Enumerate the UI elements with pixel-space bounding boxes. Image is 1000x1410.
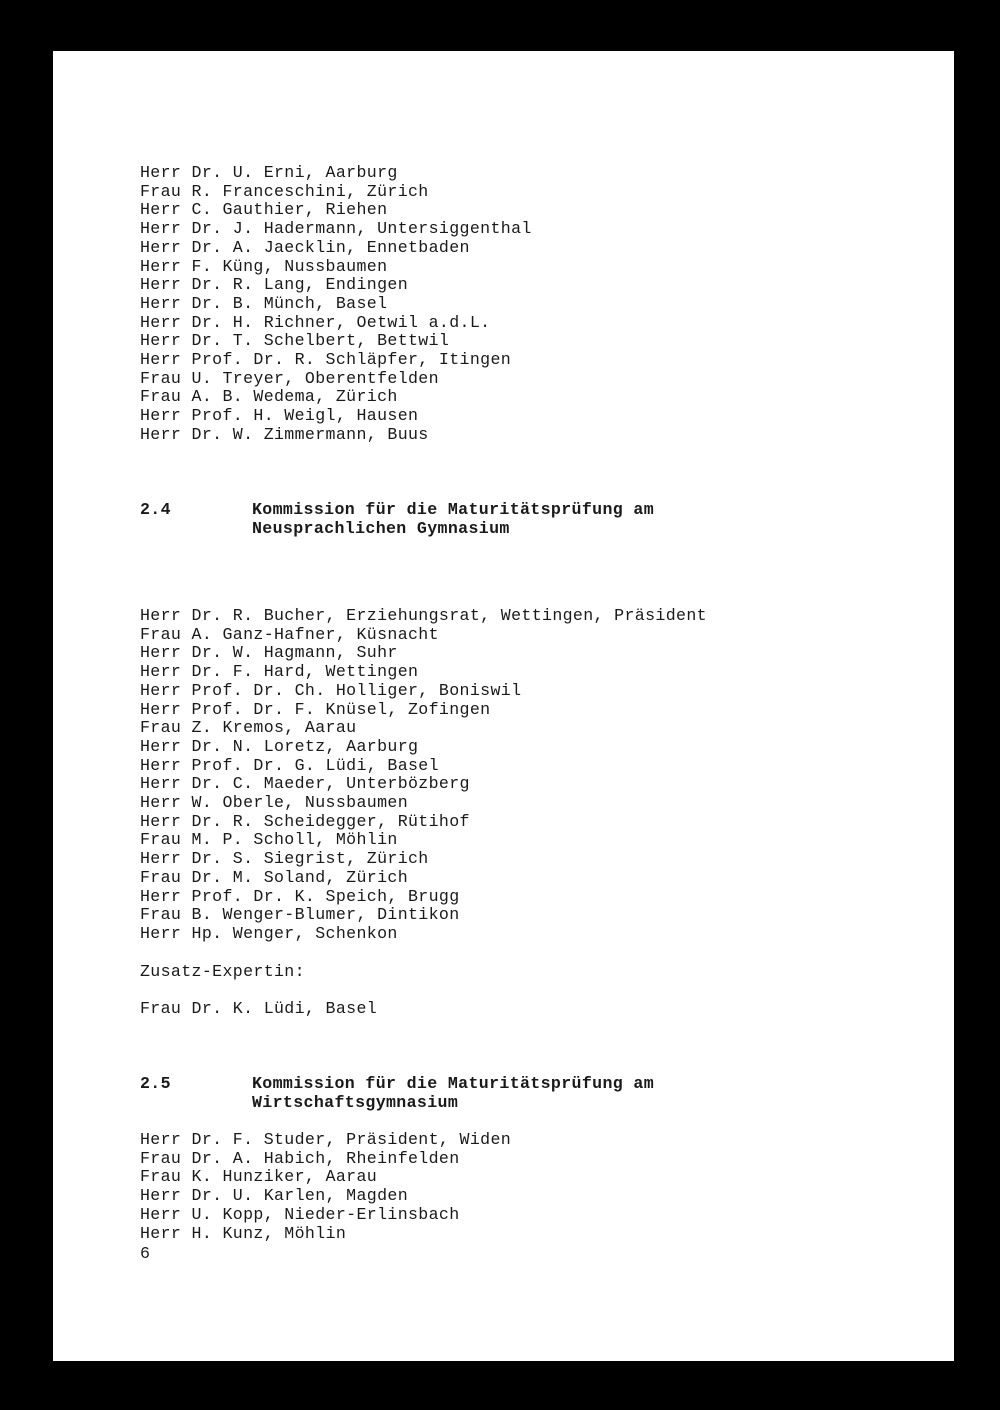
- list-item: Herr Dr. C. Maeder, Unterbözberg: [140, 774, 470, 794]
- extra-expert-block: [140, 1000, 920, 1019]
- list-item: Herr Dr. F. Hard, Wettingen: [140, 662, 419, 682]
- list-item: Herr Dr. U. Erni, Aarburg: [140, 163, 398, 182]
- list-item: Herr Dr. R. Lang, Endingen: [140, 275, 409, 295]
- extra-expert-label: Zusatz-Expertin:: [140, 962, 305, 981]
- list-item: Herr Dr. F. Studer, Präsident, Widen: [140, 1130, 512, 1149]
- extra-expert-label-block: [140, 963, 920, 982]
- list-item: Herr Dr. H. Richner, Oetwil a.d.L.: [140, 312, 491, 332]
- section-title-line: Neusprachlichen Gymnasium: [252, 518, 510, 538]
- list-item: Herr Dr. N. Loretz, Aarburg: [140, 736, 419, 756]
- section-title: [252, 1075, 654, 1112]
- section-number: 2.5: [140, 1074, 171, 1093]
- page-number: 6: [140, 1244, 150, 1263]
- list-item: Herr Prof. H. Weigl, Hausen: [140, 406, 419, 426]
- list-item: Frau R. Franceschini, Zürich: [140, 181, 429, 201]
- list-item: Frau Z. Kremos, Aarau: [140, 718, 357, 738]
- list-item: Frau U. Treyer, Oberentfelden: [140, 368, 439, 388]
- list-item: Herr Prof. Dr. Ch. Holliger, Boniswil: [140, 680, 522, 700]
- list-item: Herr H. Kunz, Möhlin: [140, 1223, 347, 1243]
- commission-members-2-5: [140, 1131, 920, 1243]
- list-item: Herr Prof. Dr. R. Schläpfer, Itingen: [140, 350, 512, 370]
- list-item: Frau M. P. Scholl, Möhlin: [140, 830, 398, 850]
- list-item: Frau B. Wenger-Blumer, Dintikon: [140, 905, 460, 925]
- list-item: Herr Dr. W. Hagmann, Suhr: [140, 643, 398, 663]
- list-item: Herr U. Kopp, Nieder-Erlinsbach: [140, 1204, 460, 1224]
- list-item: Herr Prof. Dr. K. Speich, Brugg: [140, 886, 460, 906]
- list-item: Herr Hp. Wenger, Schenkon: [140, 923, 398, 943]
- list-item: Herr Dr. R. Scheidegger, Rütihof: [140, 811, 470, 831]
- section-number: 2.4: [140, 500, 171, 519]
- list-item: Herr Dr. J. Hadermann, Untersiggenthal: [140, 219, 532, 239]
- list-item: Frau A. B. Wedema, Zürich: [140, 387, 398, 407]
- section-title-line: Kommission für die Maturitätsprüfung am: [252, 1074, 655, 1093]
- list-item: Frau Dr. A. Habich, Rheinfelden: [140, 1148, 460, 1168]
- list-item: Herr Prof. Dr. G. Lüdi, Basel: [140, 755, 439, 775]
- list-item: Herr Prof. Dr. F. Knüsel, Zofingen: [140, 699, 491, 719]
- commission-list-continued: [140, 164, 920, 445]
- list-item: Herr Dr. T. Schelbert, Bettwil: [140, 331, 450, 351]
- section-title-line: Kommission für die Maturitätsprüfung am: [252, 500, 655, 519]
- list-item: Frau Dr. M. Soland, Zürich: [140, 867, 409, 887]
- list-item: Herr Dr. A. Jaecklin, Ennetbaden: [140, 237, 470, 257]
- list-item: Herr C. Gauthier, Riehen: [140, 200, 388, 220]
- list-item: Herr Dr. B. Münch, Basel: [140, 293, 388, 313]
- list-item: Frau K. Hunziker, Aarau: [140, 1167, 378, 1187]
- commission-members-2-4: [140, 607, 920, 944]
- section-title: [252, 501, 654, 538]
- list-item: Frau A. Ganz-Hafner, Küsnacht: [140, 624, 439, 644]
- document-page: [53, 51, 954, 1361]
- list-item: Herr Dr. W. Zimmermann, Buus: [140, 424, 429, 444]
- list-item: Herr F. Küng, Nussbaumen: [140, 256, 388, 276]
- list-item: Herr Dr. R. Bucher, Erziehungsrat, Wettingen, Präsident: [140, 606, 707, 625]
- list-item: Herr Dr. S. Siegrist, Zürich: [140, 849, 429, 869]
- list-item: Herr Dr. U. Karlen, Magden: [140, 1186, 409, 1206]
- list-item: Herr W. Oberle, Nussbaumen: [140, 793, 409, 813]
- section-title-line: Wirtschaftsgymnasium: [252, 1092, 459, 1112]
- extra-expert: Frau Dr. K. Lüdi, Basel: [140, 999, 378, 1018]
